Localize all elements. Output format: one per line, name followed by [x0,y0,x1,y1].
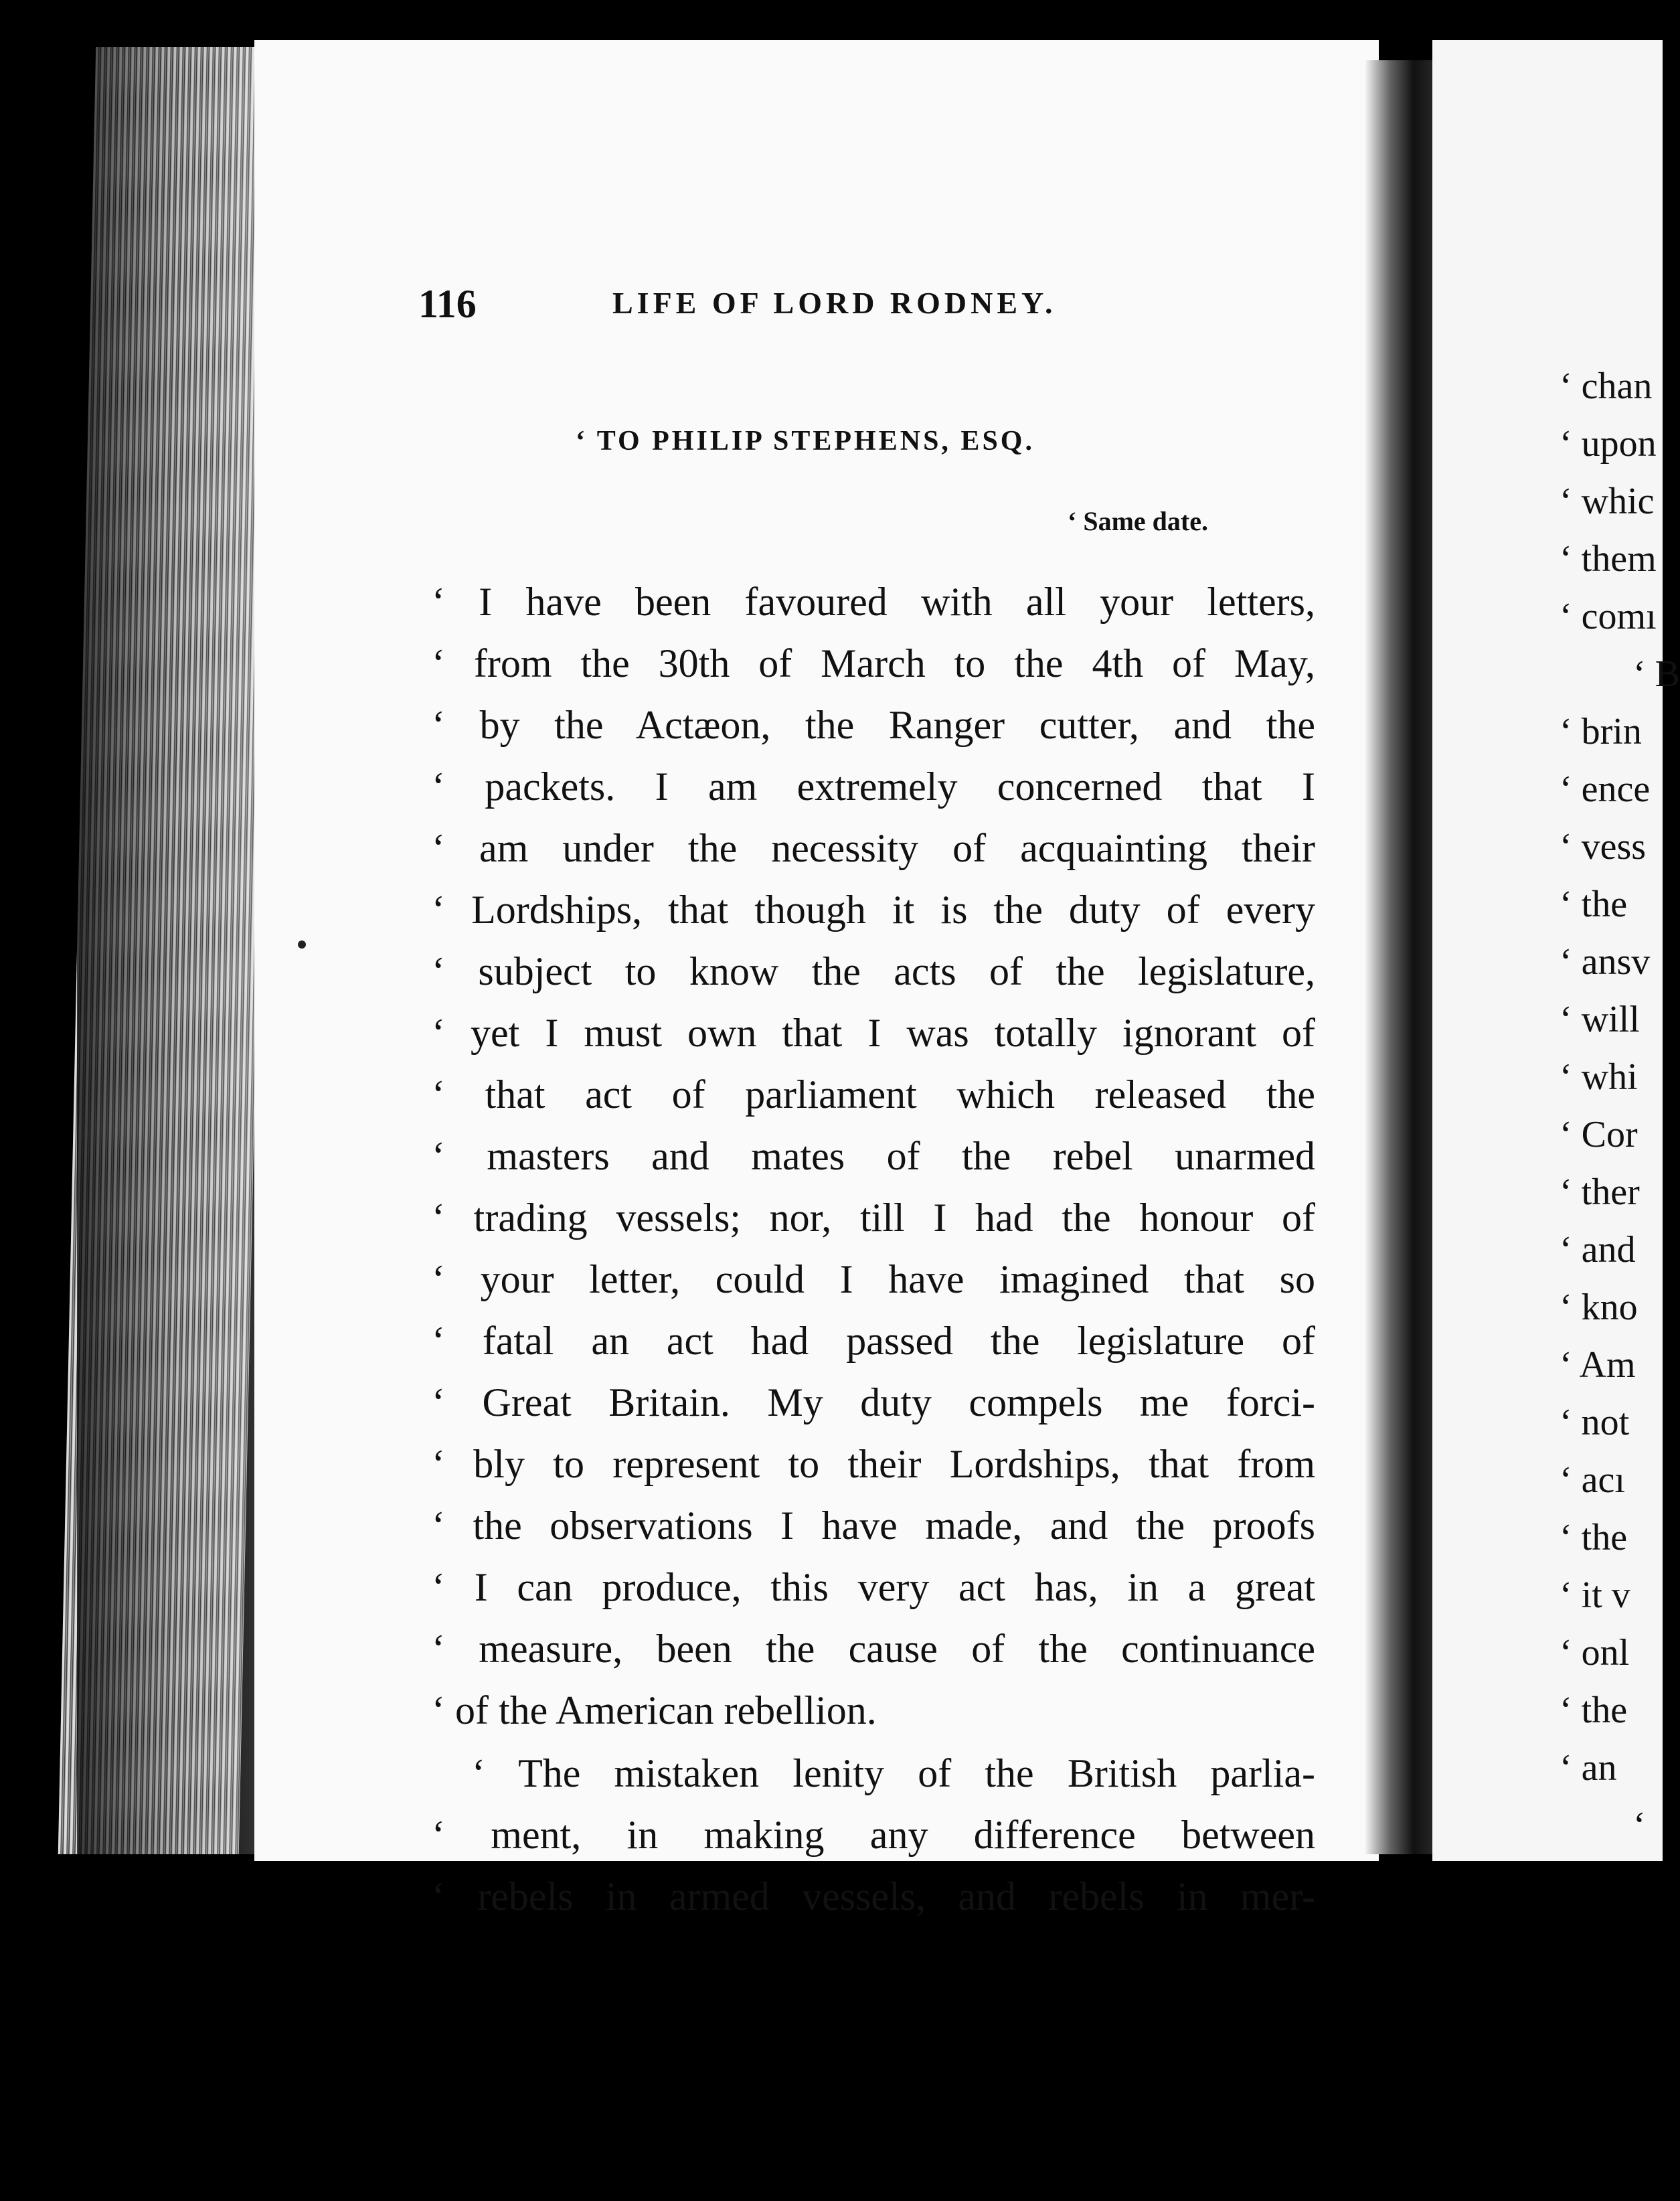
facing-text-fragment: ‘ B [1633,653,1680,695]
facing-page [1432,40,1680,1861]
text-line: ‘ am under the necessity of acquainting their [432,826,1315,870]
text-line: ‘ rebels in armed vessels, and rebels in mer- [432,1874,1315,1919]
text-line: ‘ I can produce, this very act has, in a great [432,1565,1315,1609]
page-edges-shadow [77,47,258,1854]
text-line: ‘ trading vessels; nor, till I had the honour of [432,1196,1315,1240]
facing-text-fragment: ‘ kno [1560,1287,1638,1328]
facing-text-fragment: ‘ it v [1560,1574,1630,1616]
text-line: ‘ Lordships, that though it is the duty of every [432,888,1315,932]
text-line: ‘ yet I must own that I was totally ignorant of [432,1011,1315,1055]
text-line: ‘ measure, been the cause of the continuance [432,1627,1315,1671]
page-number: 116 [418,282,477,326]
text-line: ‘ The mistaken lenity of the British parlia- [472,1751,1315,1795]
facing-text-fragment: ‘ the [1560,1517,1628,1558]
facing-text-fragment: ‘ brin [1560,711,1642,752]
facing-text-fragment: ‘ [1633,1805,1646,1846]
text-line: ‘ from the 30th of March to the 4th of May, [432,641,1315,685]
text-line: ‘ bly to represent to their Lordships, that from [432,1442,1315,1486]
facing-text-fragment: ‘ Am [1560,1344,1636,1386]
text-line: ‘ subject to know the acts of the legislature, [432,949,1315,993]
facing-text-fragment: ‘ onl [1560,1632,1630,1674]
text-line: ‘ of the American rebellion. [432,1688,877,1732]
facing-text-fragment: ‘ the [1560,884,1628,925]
text-line: ‘ that act of parliament which released the [432,1072,1315,1117]
facing-text-fragment: ‘ not [1560,1402,1630,1443]
letter-dateline: ‘ Same date. [1068,506,1208,536]
facing-text-fragment: ‘ will [1560,999,1640,1040]
facing-text-fragment: ‘ them [1560,538,1657,580]
facing-text-fragment: ‘ ence [1560,768,1651,810]
page-header [418,281,1309,335]
facing-text-fragment: ‘ comı [1560,596,1657,637]
facing-text-fragment: ‘ an [1560,1747,1617,1789]
facing-text-fragment: ‘ Cor [1560,1114,1638,1155]
facing-text-fragment: ‘ ansv [1560,941,1651,983]
letter-addressee: ‘ TO PHILIP STEPHENS, ESQ. [576,426,1035,457]
facing-text-fragment: ‘ upon [1560,423,1657,465]
facing-text-fragment: ‘ ther [1560,1171,1640,1213]
text-line: ‘ ment, in making any difference between [432,1813,1315,1857]
facing-text-fragment: ‘ whic [1560,481,1655,522]
text-line: ‘ the observations I have made, and the proofs [432,1503,1315,1548]
facing-text-fragment: ‘ and [1560,1229,1636,1271]
facing-text-fragment: ‘ vess [1560,826,1647,868]
text-line: ‘ your letter, could I have imagined that so [432,1257,1315,1301]
facing-text-fragment: ‘ acı [1560,1459,1625,1501]
text-line: ‘ Great Britain. My duty compels me forci- [432,1380,1315,1424]
facing-text-fragment: ‘ whi [1560,1056,1638,1098]
text-line: ‘ masters and mates of the rebel unarmed [432,1134,1315,1178]
ink-spot [298,941,306,949]
text-line: ‘ packets. I am extremely concerned that I [432,764,1315,809]
running-head: LIFE OF LORD RODNEY. [612,286,1057,320]
text-line: ‘ I have been favoured with all your letters, [432,580,1315,624]
text-line: ‘ fatal an act had passed the legislature of [432,1319,1315,1363]
facing-text-fragment: ‘ chan [1560,365,1653,407]
text-line: ‘ by the Actæon, the Ranger cutter, and the [432,703,1315,747]
facing-text-fragment: ‘ the [1560,1690,1628,1731]
